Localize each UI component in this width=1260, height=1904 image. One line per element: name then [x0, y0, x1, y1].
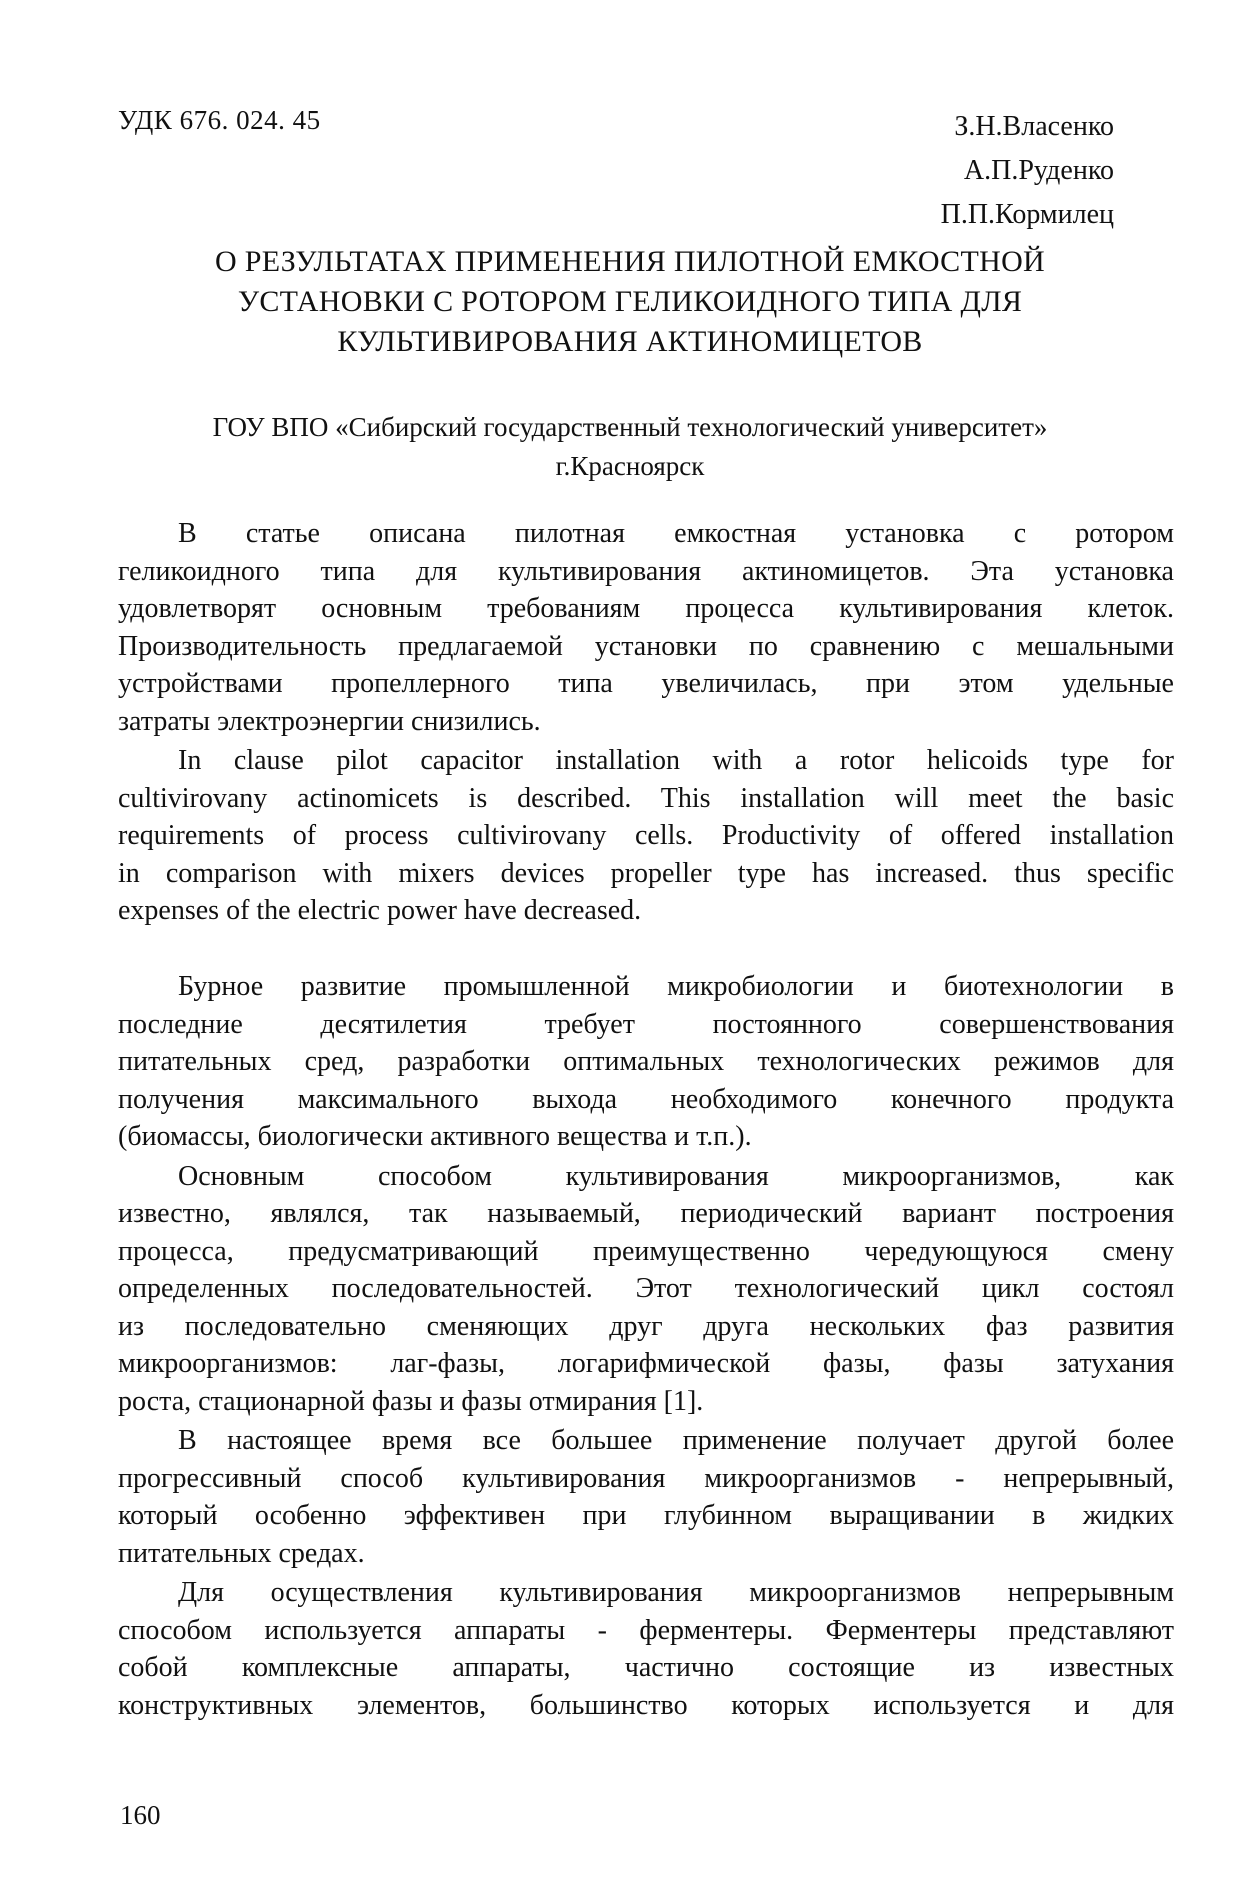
affiliation-line: г.Красноярск [555, 451, 705, 481]
text-line: роста, стационарной фазы и фазы отмирания [1]. [118, 1385, 704, 1417]
body-text [118, 968, 1174, 1726]
abstract [118, 515, 1174, 932]
text-line: собой комплексные аппараты, частично состоящие из известных [118, 1652, 1174, 1683]
text-line: затраты электроэнергии снизились. [118, 705, 541, 737]
text-line: прогрессивный способ культивирования микроорганизмов - непрерывный, [118, 1462, 1174, 1494]
text-line: способом используется аппараты - ферментеры. Ферментеры представляют [118, 1614, 1174, 1646]
title-line: О РЕЗУЛЬТАТАХ ПРИМЕНЕНИЯ ПИЛОТНОЙ ЕМКОСТНОЙ [214, 245, 1046, 278]
abstract-russian [118, 515, 1174, 740]
text-line: In clause pilot capacitor installation with a rotor helicoids type for [178, 745, 1174, 776]
author-name: А.П.Руденко [963, 155, 1114, 186]
title-line: КУЛЬТИВИРОВАНИЯ АКТИНОМИЦЕТОВ [337, 325, 923, 358]
text-line: cultivirovany actinomicets is described. This installation will meet the basic [118, 782, 1174, 814]
text-line: получения максимального выхода необходимого конечного продукта [118, 1083, 1174, 1115]
affiliation-line: ГОУ ВПО «Сибирский государственный технологический университет» [212, 412, 1048, 442]
text-line: питательных средах. [118, 1537, 365, 1569]
body-paragraph [118, 968, 1174, 1156]
text-line: определенных последовательностей. Этот технологический цикл состоял [118, 1273, 1174, 1304]
body-paragraph [118, 1158, 1174, 1421]
text-line: Основным способом культивирования микроорганизмов, как [178, 1160, 1174, 1192]
body-paragraph [118, 1574, 1174, 1724]
text-line: микроорганизмов: лаг-фазы, логарифмической фазы, фазы затухания [118, 1348, 1174, 1379]
author-list [814, 105, 1114, 237]
text-line: последние десятилетия требует постоянного совершенствования [118, 1008, 1174, 1040]
text-line: in comparison with mixers devices propeller type has increased. thus specific [118, 857, 1174, 889]
text-line: конструктивных элементов, большинство которых используется и для [118, 1689, 1174, 1721]
text-line: из последовательно сменяющих друг друга нескольких фаз развития [118, 1310, 1174, 1342]
text-line: устройствами пропеллерного типа увеличилась, при этом удельные [118, 668, 1174, 699]
text-line: В настоящее время все большее применение получает другой более [178, 1425, 1174, 1456]
text-line: В статье описана пилотная емкостная установка с ротором [178, 518, 1174, 549]
text-line: который особенно эффективен при глубинном выращивании в жидких [118, 1500, 1174, 1531]
abstract-english [118, 742, 1174, 930]
affiliation [120, 408, 1140, 486]
paper-title [140, 242, 1120, 362]
text-line: удовлетворят основным требованиям процесса культивирования клеток. [118, 593, 1174, 624]
text-line: Бурное развитие промышленной микробиологии и биотехнологии в [178, 971, 1174, 1002]
text-line: (биомассы, биологически активного вещества и т.п.). [118, 1121, 752, 1152]
body-paragraph [118, 1422, 1174, 1572]
page-number: 160 [120, 1800, 161, 1830]
text-line: процесса, предусматривающий преимущественно чередующуюся смену [118, 1235, 1174, 1267]
text-line: requirements of process cultivirovany cells. Productivity of offered installation [118, 820, 1174, 851]
text-line: известно, являлся, так называемый, периодический вариант построения [118, 1198, 1174, 1229]
author-name: З.Н.Власенко [954, 111, 1114, 142]
udk-code: УДК 676. 024. 45 [118, 105, 321, 135]
text-line: Производительность предлагаемой установки по сравнению с мешальными [118, 630, 1174, 662]
author-name: П.П.Кормилец [940, 199, 1114, 230]
title-line: УСТАНОВКИ С РОТОРОМ ГЕЛИКОИДНОГО ТИПА ДЛЯ [237, 285, 1023, 318]
text-line: expenses of the electric power have decreased. [118, 895, 642, 926]
text-line: Для осуществления культивирования микроорганизмов непрерывным [178, 1577, 1174, 1608]
text-line: питательных сред, разработки оптимальных технологических режимов для [118, 1046, 1174, 1077]
text-line: геликоидного типа для культивирования актиномицетов. Эта установка [118, 555, 1174, 587]
